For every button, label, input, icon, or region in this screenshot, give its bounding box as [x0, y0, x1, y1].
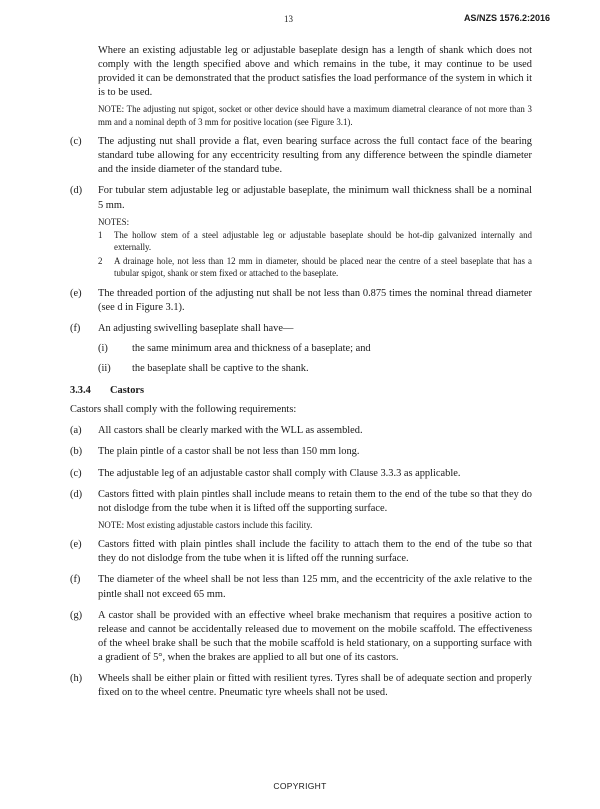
list-item — [70, 445, 532, 459]
note-text: A drainage hole, not less than 12 mm in diameter, should be placed near the centre of a steel baseplate that has a tubular spigot, shank or stem fixed or attached to the baseplate. — [114, 255, 532, 279]
item-label: (a) — [70, 425, 82, 437]
item-text: An adjusting swivelling baseplate shall have— — [98, 322, 294, 334]
sub-item-text: the baseplate shall be captive to the shank. — [132, 363, 309, 375]
item-label: (f) — [70, 574, 81, 586]
item-label: (c) — [70, 136, 82, 148]
note-item — [98, 255, 532, 280]
list-item — [70, 135, 532, 177]
item-text: Castors fitted with plain pintles shall include means to retain them to the end of the tube so that they do not dislodge from the tube when it is lifted off the supporting surface. — [98, 488, 532, 514]
note-item — [98, 229, 532, 254]
copyright-footer: COPYRIGHT — [273, 781, 327, 791]
list-item — [70, 322, 532, 336]
item-text: The adjustable leg of an adjustable castor shall comply with Clause 3.3.3 as applicable. — [98, 467, 461, 479]
sub-list-item — [98, 342, 532, 356]
note-number: 1 — [98, 230, 103, 241]
notes-block — [98, 216, 532, 280]
note-text: The hollow stem of a steel adjustable leg or adjustable baseplate should be hot-dip galvanized internally and externally. — [114, 230, 532, 253]
item-label: (b) — [70, 446, 83, 458]
item-text: The threaded portion of the adjusting nut shall be not less than 0.875 times the nominal thread diameter (see d in Figure 3.1). — [98, 287, 532, 313]
item-label: (e) — [70, 539, 82, 551]
intro-paragraph: Where an existing adjustable leg or adjustable baseplate design has a length of shank which does not comply with the length specified above and which remains in the tube, it may continue to be used provided it can be demonstrated that the product satisfies the load performance of the system in which it is to be used. — [98, 45, 532, 99]
item-text: A castor shall be provided with an effective wheel brake mechanism that requires a positive action to release and cannot be accidentally released due to movement on the mobile scaffold. The effectiveness of the wheel brake shall be such that the mobile scaffold is held stationary, on a supporting surface with a gradient of 5°, when the brakes are applied to all but one of its castors. — [98, 609, 532, 663]
sub-item-text: the same minimum area and thickness of a baseplate; and — [132, 342, 371, 354]
item-label: (f) — [70, 322, 81, 334]
list-item — [70, 488, 532, 516]
item-text: All castors shall be clearly marked with the WLL as assembled. — [98, 425, 363, 437]
section-number: 3.3.4 — [70, 385, 91, 397]
intro-note: NOTE: The adjusting nut spigot, socket or other device should have a maximum diametral clearance of not more than 3 mm and a nominal depth of 3 mm for positive location (see Figure 3.1). — [98, 104, 532, 127]
list-item — [70, 184, 532, 212]
list-item — [70, 424, 532, 438]
item-label: (g) — [70, 609, 83, 621]
sub-item-label: (i) — [98, 342, 108, 354]
notes-heading: NOTES: — [98, 216, 130, 227]
item-label: (c) — [70, 467, 82, 479]
list-item — [70, 467, 532, 481]
item-label: (h) — [70, 672, 83, 684]
section-heading — [70, 384, 532, 398]
item-text: The plain pintle of a castor shall be not less than 150 mm long. — [98, 446, 360, 458]
item-label: (e) — [70, 287, 82, 299]
list-item — [70, 672, 532, 700]
standard-id: AS/NZS 1576.2:2016 — [463, 13, 550, 23]
list-item — [70, 287, 532, 315]
list-item — [70, 538, 532, 566]
castor-note: NOTE: Most existing adjustable castors include this facility. — [98, 519, 313, 530]
item-text: For tubular stem adjustable leg or adjustable baseplate, the minimum wall thickness shall be a nominal 5 mm. — [98, 185, 532, 211]
sub-item-label: (ii) — [98, 363, 111, 375]
list-item — [70, 609, 532, 665]
note-number: 2 — [98, 255, 103, 266]
item-text: Castors fitted with plain pintles shall include the facility to attach them to the end of the tube so that they do not dislodge from the tube when it is lifted off the running surface. — [98, 539, 532, 565]
page-number: 13 — [284, 14, 293, 24]
page-content — [70, 44, 532, 700]
sub-list-item — [98, 362, 532, 376]
item-text: The adjusting nut shall provide a flat, even bearing surface across the full contact face of the bearing standard tube allowing for any eccentricity resulting from any difference between the spindle diameter and the inside diameter of the standard tube. — [98, 136, 532, 176]
list-item — [70, 573, 532, 601]
item-label: (d) — [70, 488, 83, 500]
section-title: Castors — [110, 385, 145, 397]
item-text: Wheels shall be either plain or fitted with resilient tyres. Tyres shall be of adequate section and properly fixed on to the wheel centre. Pneumatic tyre wheels shall not be used. — [98, 672, 532, 699]
item-text: The diameter of the wheel shall be not less than 125 mm, and the eccentricity of the axle relative to the pintle shall not exceed 65 mm. — [98, 574, 532, 600]
section-intro: Castors shall comply with the following requirements: — [70, 404, 297, 416]
item-label: (d) — [70, 185, 83, 197]
